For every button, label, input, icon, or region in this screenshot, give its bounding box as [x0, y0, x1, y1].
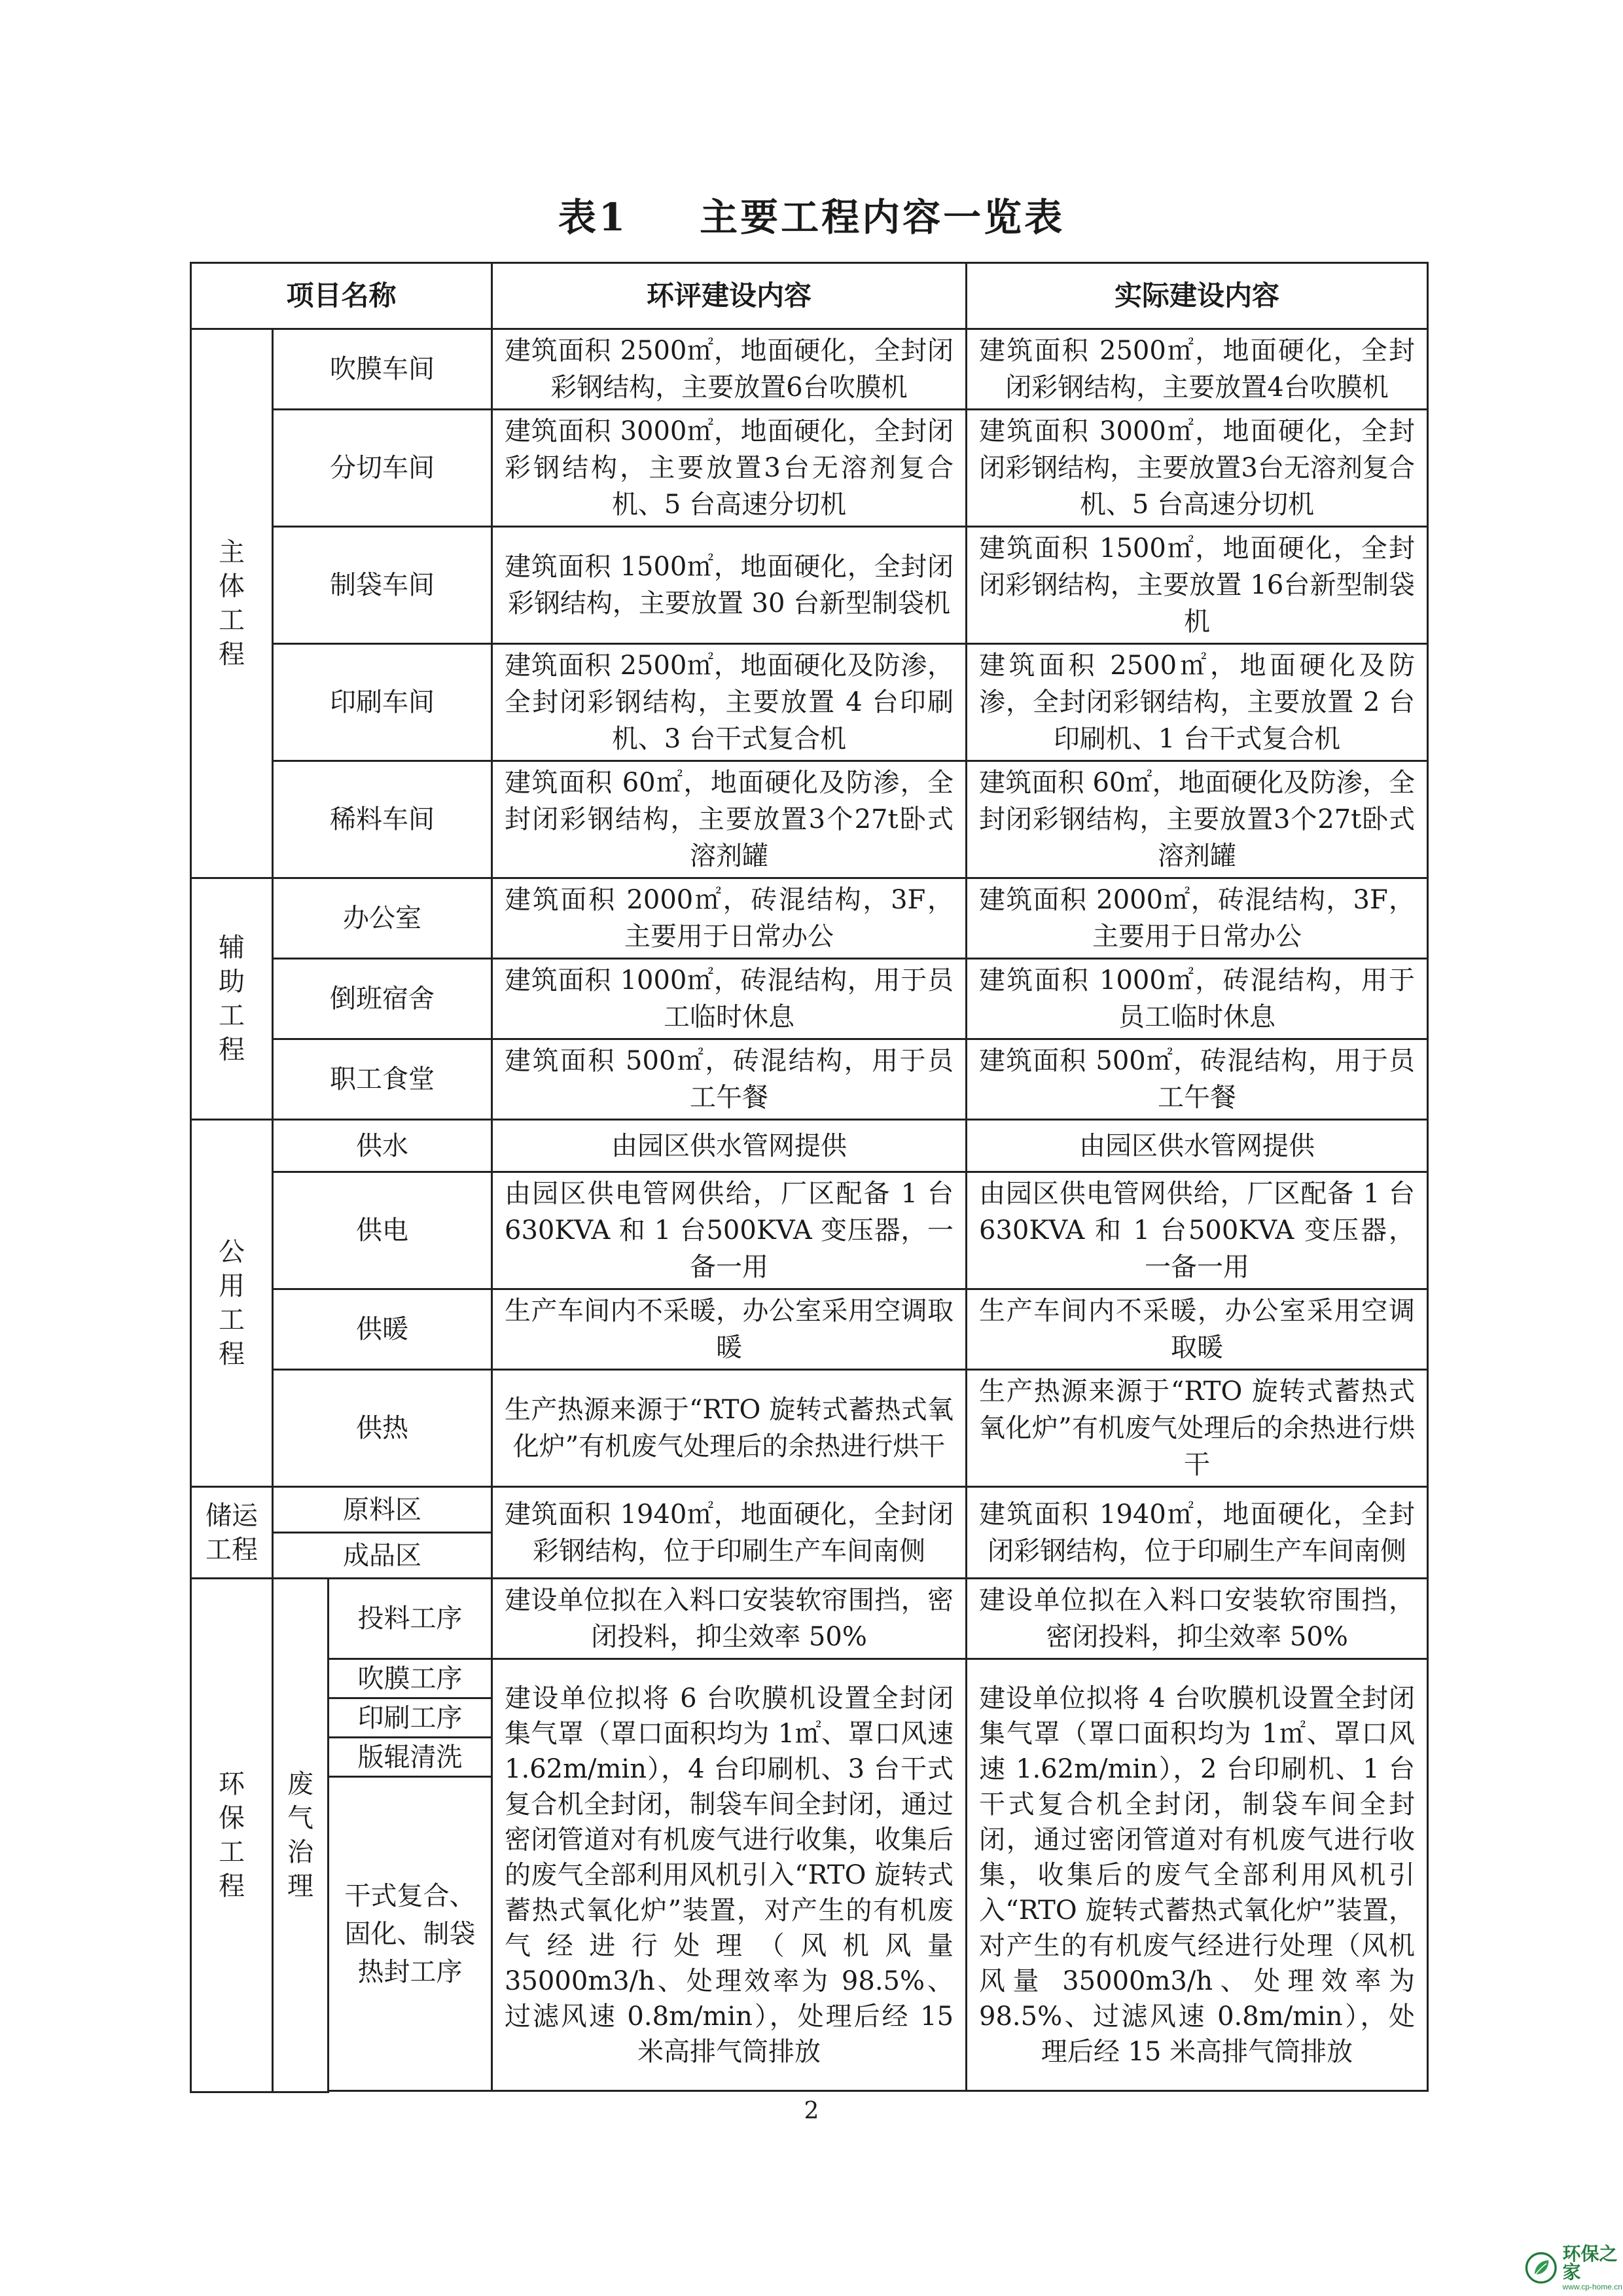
category-label: 环保工程 — [219, 1768, 245, 1901]
item-name: 倒班宿舍 — [273, 959, 492, 1039]
main-works-table — [190, 262, 1429, 2093]
table-row — [191, 1659, 1428, 1698]
eia-content-cell: 建筑面积 1500㎡，地面硬化，全封闭彩钢结构，主要放置 30 台新型制袋机 — [492, 527, 967, 644]
item-name: 分切车间 — [273, 410, 492, 527]
table-row — [191, 1487, 1428, 1533]
item-name: 供电 — [273, 1172, 492, 1289]
table-row — [191, 527, 1428, 644]
header-eia-content: 环评建设内容 — [492, 263, 967, 329]
eia-content-cell: 生产热源来源于“RTO 旋转式蓄热式氧化炉”有机废气处理后的余热进行烘干 — [492, 1370, 967, 1487]
eia-content-cell: 建设单位拟将 6 台吹膜机设置全封闭集气罩（罩口面积均为 1㎡、罩口风速 1.62m/min），4 台印刷机、3 台干式复合机全封闭，制袋车间全封闭，通过密闭管道对有机废气进行收集，收集后的废气全部利用风机引入“RTO 旋转式蓄热式氧化炉”装置，对产生的有机废气经进行处理（风机风量 35000m3/h、处理效率为 98.5%、过滤风速 0.8m/min），处理后经 15 米高排气筒排放 — [492, 1659, 967, 2091]
actual-content-cell: 建筑面积 2500㎡，地面硬化，全封闭彩钢结构，主要放置4台吹膜机 — [967, 329, 1428, 410]
table-label: 表1 — [558, 195, 628, 240]
actual-content-cell: 建筑面积 3000㎡，地面硬化，全封闭彩钢结构，主要放置3台无溶剂复合机、5 台高速分切机 — [967, 410, 1428, 527]
actual-content-cell: 生产车间内不采暖，办公室采用空调取暖 — [967, 1289, 1428, 1370]
process-name: 印刷工序 — [329, 1698, 492, 1738]
actual-content-cell: 建筑面积 500㎡，砖混结构，用于员工午餐 — [967, 1039, 1428, 1120]
item-name: 成品区 — [273, 1533, 492, 1579]
subcategory-exhaust-treatment — [273, 1579, 329, 2092]
eia-content-cell: 建设单位拟在入料口安装软帘围挡，密闭投料，抑尘效率 50% — [492, 1579, 967, 1659]
item-name: 制袋车间 — [273, 527, 492, 644]
actual-content-cell: 建设单位拟将 4 台吹膜机设置全封闭集气罩（罩口面积均为 1㎡、罩口风速 1.62m/min），2 台印刷机、1 台干式复合机全封闭，制袋车间全封闭，通过密闭管道对有机废气进行收集，收集后的废气全部利用风机引入“RTO 旋转式蓄热式氧化炉”装置，对产生的有机废气经进行处理（风机风量 35000m3/h、处理效率为 98.5%、过滤风速 0.8m/min），处理后经 15 米高排气筒排放 — [967, 1659, 1428, 2091]
eia-content-cell: 由园区供水管网提供 — [492, 1120, 967, 1172]
category-label: 辅助工程 — [219, 933, 245, 1065]
eia-content-cell: 由园区供电管网供给，厂区配备 1 台 630KVA 和 1 台500KVA 变压器，一备一用 — [492, 1172, 967, 1289]
spacer-cell — [329, 2091, 1428, 2092]
watermark-text — [1563, 2245, 1623, 2291]
table-header-row — [191, 263, 1428, 329]
eia-content-cell: 建筑面积 1000㎡，砖混结构，用于员工临时休息 — [492, 959, 967, 1039]
actual-content-cell: 建筑面积 1940㎡，地面硬化，全封闭彩钢结构，位于印刷生产车间南侧 — [967, 1487, 1428, 1579]
eia-content-cell: 建筑面积 2500㎡，地面硬化，全封闭彩钢结构，主要放置6台吹膜机 — [492, 329, 967, 410]
item-name: 职工食堂 — [273, 1039, 492, 1120]
table-row — [191, 1172, 1428, 1289]
table-row — [191, 1579, 1428, 1659]
category-label: 储运工程 — [205, 1500, 258, 1565]
watermark-name: 环保之家 — [1562, 2244, 1618, 2282]
table-title: 主要工程内容一览表 — [700, 195, 1065, 240]
eia-content-cell: 建筑面积 2000㎡，砖混结构，3F，主要用于日常办公 — [492, 878, 967, 959]
actual-content-cell: 建筑面积 60㎡，地面硬化及防渗，全封闭彩钢结构，主要放置3个27t卧式溶剂罐 — [967, 761, 1428, 878]
table-row — [191, 1120, 1428, 1172]
eia-content-cell: 建筑面积 1940㎡，地面硬化，全封闭彩钢结构，位于印刷生产车间南侧 — [492, 1487, 967, 1579]
table-row-spacer — [191, 2091, 1428, 2092]
eia-content-cell: 建筑面积 500㎡，砖混结构，用于员工午餐 — [492, 1039, 967, 1120]
actual-content-cell: 建筑面积 2000㎡，砖混结构，3F，主要用于日常办公 — [967, 878, 1428, 959]
table-row — [191, 878, 1428, 959]
actual-content-cell: 建筑面积 2500㎡，地面硬化及防渗，全封闭彩钢结构，主要放置 2 台印刷机、1 台干式复合机 — [967, 644, 1428, 761]
table-row — [191, 1289, 1428, 1370]
item-name: 稀料车间 — [273, 761, 492, 878]
header-project-name: 项目名称 — [191, 263, 492, 329]
category-auxiliary — [191, 878, 273, 1120]
item-name: 供热 — [273, 1370, 492, 1487]
eia-content-cell: 生产车间内不采暖，办公室采用空调取暖 — [492, 1289, 967, 1370]
watermark-url: www.cp-home.cn — [1562, 2282, 1622, 2291]
item-name: 办公室 — [273, 878, 492, 959]
category-utility — [191, 1120, 273, 1487]
actual-content-cell: 建筑面积 1500㎡，地面硬化，全封闭彩钢结构，主要放置 16台新型制袋机 — [967, 527, 1428, 644]
header-actual-content: 实际建设内容 — [967, 263, 1428, 329]
table-row — [191, 959, 1428, 1039]
item-name: 印刷车间 — [273, 644, 492, 761]
page-title — [0, 187, 1623, 242]
item-name: 吹膜车间 — [273, 329, 492, 410]
category-environmental — [191, 1579, 273, 2092]
table-row — [191, 1039, 1428, 1120]
page-number: 2 — [804, 2098, 819, 2125]
category-label: 主体工程 — [219, 537, 245, 670]
process-name: 投料工序 — [329, 1579, 492, 1659]
eia-content-cell: 建筑面积 60㎡，地面硬化及防渗，全封闭彩钢结构，主要放置3个27t卧式溶剂罐 — [492, 761, 967, 878]
actual-content-cell: 由园区供电管网供给，厂区配备 1 台 630KVA 和 1 台500KVA 变压器，一备一用 — [967, 1172, 1428, 1289]
table-row — [191, 761, 1428, 878]
leaf-logo-icon — [1525, 2248, 1558, 2287]
eia-content-cell: 建筑面积 3000㎡，地面硬化，全封闭彩钢结构，主要放置3台无溶剂复合机、5 台高速分切机 — [492, 410, 967, 527]
item-name: 供水 — [273, 1120, 492, 1172]
actual-content-cell: 建设单位拟在入料口安装软帘围挡，密闭投料，抑尘效率 50% — [967, 1579, 1428, 1659]
category-label: 公用工程 — [219, 1237, 245, 1369]
table-row — [191, 329, 1428, 410]
process-name: 干式复合、固化、制袋热封工序 — [329, 1777, 492, 2091]
actual-content-cell: 由园区供水管网提供 — [967, 1120, 1428, 1172]
category-main — [191, 329, 273, 878]
eia-content-cell: 建筑面积 2500㎡，地面硬化及防渗，全封闭彩钢结构，主要放置 4 台印刷机、3 台干式复合机 — [492, 644, 967, 761]
process-name: 版辊清洗 — [329, 1738, 492, 1777]
table-row — [191, 644, 1428, 761]
actual-content-cell: 建筑面积 1000㎡，砖混结构，用于员工临时休息 — [967, 959, 1428, 1039]
item-name: 供暖 — [273, 1289, 492, 1370]
process-name: 吹膜工序 — [329, 1659, 492, 1698]
table-row — [191, 410, 1428, 527]
watermark — [1525, 2245, 1623, 2291]
item-name: 原料区 — [273, 1487, 492, 1533]
category-storage — [191, 1487, 273, 1579]
actual-content-cell: 生产热源来源于“RTO 旋转式蓄热式氧化炉”有机废气处理后的余热进行烘干 — [967, 1370, 1428, 1487]
table-row — [191, 1370, 1428, 1487]
subcategory-label: 废气治理 — [287, 1768, 313, 1901]
